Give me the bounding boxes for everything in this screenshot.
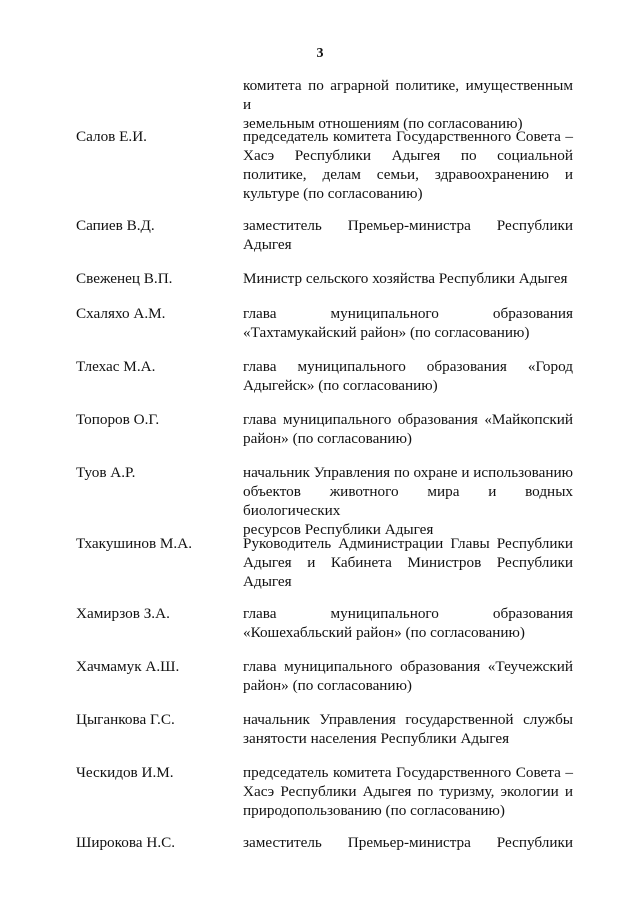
member-role	[243, 657, 573, 695]
text-line: Хасэ Республики Адыгея по туризму, экологии и	[243, 783, 573, 800]
member-name: Широкова Н.С.	[76, 834, 176, 851]
member-name: Салов Е.И.	[76, 128, 147, 145]
text-line: политике, делам семьи, здравоохранению и	[243, 166, 573, 183]
text-line: глава муниципального образования «Майкопский	[243, 411, 573, 428]
member-role	[243, 833, 573, 852]
member-role	[243, 357, 573, 395]
text-line: Хасэ Республики Адыгея по социальной	[243, 147, 573, 164]
member-role	[243, 304, 573, 342]
page-number: 3	[316, 46, 324, 61]
member-role	[243, 463, 573, 539]
text-line: объектов животного мира и водных биологических	[243, 483, 573, 519]
member-name: Схаляхо А.М.	[76, 305, 166, 322]
member-role	[243, 269, 573, 288]
text-line: глава муниципального образования «Город	[243, 358, 573, 375]
member-name: Цыганкова Г.С.	[76, 711, 175, 728]
text-line: Адыгейск» (по согласованию)	[243, 377, 438, 394]
text-line: ресурсов Республики Адыгея	[243, 521, 434, 538]
text-line: глава муниципального образования «Теучежский	[243, 658, 573, 675]
member-role	[243, 763, 573, 820]
text-line: председатель комитета Государственного Совета –	[243, 764, 573, 781]
text-line: глава муниципального образования	[243, 305, 573, 322]
member-role	[243, 604, 573, 642]
member-name: Хамирзов З.А.	[76, 605, 170, 622]
text-line: начальник Управления по охране и использованию	[243, 464, 573, 481]
member-role	[243, 410, 573, 448]
text-line: заместитель Премьер-министра Республики	[243, 834, 573, 851]
text-line: «Кошехабльский район» (по согласованию)	[243, 624, 525, 641]
text-line: комитета по аграрной политике, имущественным и	[243, 77, 573, 113]
text-line: начальник Управления государственной службы	[243, 711, 573, 728]
text-line: занятости населения Республики Адыгея	[243, 730, 510, 747]
member-name: Топоров О.Г.	[76, 411, 160, 428]
text-line: район» (по согласованию)	[243, 677, 412, 694]
text-line: председатель комитета Государственного Совета –	[243, 128, 573, 145]
continuation-text	[243, 76, 573, 133]
member-name: Ческидов И.М.	[76, 764, 174, 781]
member-name: Тхакушинов М.А.	[76, 535, 192, 552]
member-name: Свеженец В.П.	[76, 270, 173, 287]
text-line: Адыгея и Кабинета Министров Республики	[243, 554, 573, 571]
member-role	[243, 216, 573, 254]
member-role	[243, 710, 573, 748]
member-role	[243, 127, 573, 203]
text-line: район» (по согласованию)	[243, 430, 412, 447]
text-line: Адыгея	[243, 573, 292, 590]
text-line: Министр сельского хозяйства Республики Адыгея	[243, 270, 568, 287]
text-line: заместитель Премьер-министра Республики	[243, 217, 573, 234]
member-name: Хачмамук А.Ш.	[76, 658, 180, 675]
text-line: «Тахтамукайский район» (по согласованию)	[243, 324, 530, 341]
member-name: Туов А.Р.	[76, 464, 136, 481]
text-line: Руководитель Администрации Главы Республики	[243, 535, 573, 552]
member-name: Тлехас М.А.	[76, 358, 156, 375]
member-role	[243, 534, 573, 591]
text-line: культуре (по согласованию)	[243, 185, 423, 202]
text-line: земельным отношениям (по согласованию)	[243, 115, 523, 132]
text-line: глава муниципального образования	[243, 605, 573, 622]
member-name: Сапиев В.Д.	[76, 217, 155, 234]
text-line: природопользованию (по согласованию)	[243, 802, 505, 819]
text-line: Адыгея	[243, 236, 292, 253]
